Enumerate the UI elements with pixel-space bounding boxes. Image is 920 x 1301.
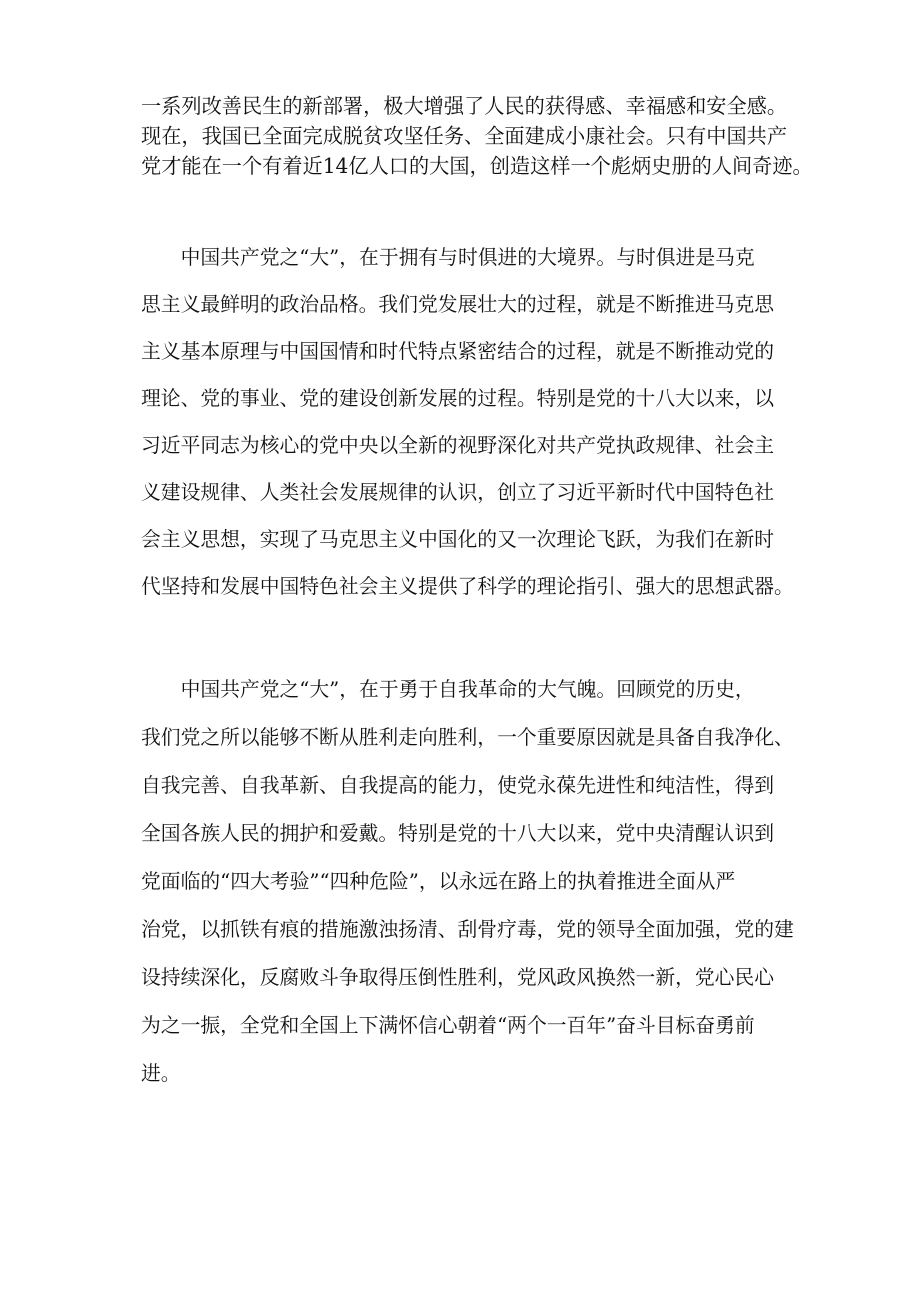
paragraph-line: 主义基本原理与中国国情和时代特点紧密结合的过程，就是不断推动党的 <box>141 340 775 363</box>
paragraph-line: 代坚持和发展中国特色社会主义提供了科学的理论指引、强大的思想武器。 <box>141 575 794 598</box>
paragraph-line: 党面临的“四大考验”“四种危险”，以永远在路上的执着推进全面从严 <box>141 870 736 893</box>
paragraph-line: 一系列改善民生的新部署，极大增强了人民的获得感、幸福感和安全感。 <box>141 94 788 118</box>
paragraph-line: 中国共产党之“大”，在于勇于自我革命的大气魄。回顾党的历史， <box>141 678 755 701</box>
paragraph-line: 习近平同志为核心的党中央以全新的视野深化对共产党执政规律、社会主 <box>141 434 775 457</box>
paragraph-line: 会主义思想，实现了马克思主义中国化的又一次理论飞跃，为我们在新时 <box>141 528 775 551</box>
paragraph-line: 全国各族人民的拥护和爱戴。特别是党的十八大以来，党中央清醒认识到 <box>141 822 775 845</box>
paragraph-line: 自我完善、自我革新、自我提高的能力，使党永葆先进性和纯洁性，得到 <box>141 774 775 797</box>
paragraph-line: 进。 <box>141 1062 181 1085</box>
paragraph-line: 设持续深化，反腐败斗争取得压倒性胜利，党风政风换然一新，党心民心 <box>141 966 775 989</box>
paragraph-line: 党才能在一个有着近14亿人口的大国，创造这样一个彪炳史册的人间奇迹。 <box>141 154 813 178</box>
paragraph-line: 思主义最鲜明的政治品格。我们党发展壮大的过程，就是不断推进马克思 <box>141 293 775 316</box>
paragraph-line: 为之一振，全党和全国上下满怀信心朝着“两个一百年”奋斗目标奋勇前 <box>141 1014 755 1037</box>
paragraph-line: 现在，我国已全面完成脱贫攻坚任务、全面建成小康社会。只有中国共产 <box>141 124 788 148</box>
paragraph-line: 治党，以抓铁有痕的措施激浊扬清、刮骨疗毒，党的领导全面加强，党的建 <box>141 918 794 941</box>
paragraph-line: 中国共产党之“大”，在于拥有与时俱进的大境界。与时俱进是马克 <box>141 246 755 269</box>
paragraph-line: 义建设规律、人类社会发展规律的认识，创立了习近平新时代中国特色社 <box>141 481 775 504</box>
paragraph-line: 我们党之所以能够不断从胜利走向胜利，一个重要原因就是具备自我净化、 <box>141 726 794 749</box>
paragraph-line: 理论、党的事业、党的建设创新发展的过程。特别是党的十八大以来，以 <box>141 387 775 410</box>
